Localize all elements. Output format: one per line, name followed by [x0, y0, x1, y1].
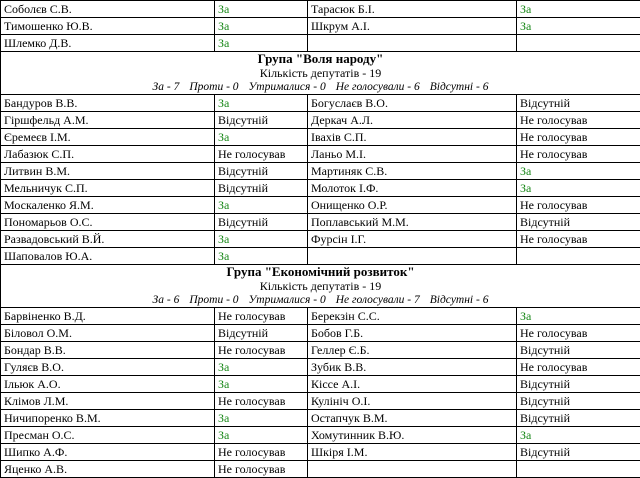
vote-cell: Не голосував: [517, 359, 640, 376]
table-row: [1, 308, 640, 325]
table-row: [1, 1, 640, 18]
deputy-name-cell: Ільюк А.О.: [1, 376, 215, 393]
deputy-name-cell: [308, 248, 517, 265]
group-stats-row: [1, 293, 640, 308]
deputy-name-cell: Ничипоренко В.М.: [1, 410, 215, 427]
deputy-name-cell: Мельничук С.П.: [1, 180, 215, 197]
table-row: [1, 410, 640, 427]
deputy-count: Кількість депутатів - 19: [1, 279, 640, 293]
deputy-name-cell: Тарасюк Б.І.: [308, 1, 517, 18]
deputy-name-cell: Пономарьов О.С.: [1, 214, 215, 231]
deputy-name-cell: Геллер Є.Б.: [308, 342, 517, 359]
vote-cell: Відсутній: [517, 393, 640, 410]
deputy-name-cell: Ланьо М.І.: [308, 146, 517, 163]
table-row: [1, 427, 640, 444]
deputy-name-cell: Шаповалов Ю.А.: [1, 248, 215, 265]
deputy-name-cell: Бондар В.В.: [1, 342, 215, 359]
vote-cell: Відсутній: [517, 376, 640, 393]
vote-cell: Не голосував: [215, 393, 308, 410]
vote-cell: Не голосував: [215, 146, 308, 163]
deputy-name-cell: Остапчук В.М.: [308, 410, 517, 427]
vote-summary-item: Проти - 0: [189, 81, 238, 93]
deputy-name-cell: Деркач А.Л.: [308, 112, 517, 129]
vote-summary-item: Проти - 0: [189, 294, 238, 306]
deputy-name-cell: Шлемко Д.В.: [1, 35, 215, 52]
deputy-name-cell: Барвіненко В.Д.: [1, 308, 215, 325]
vote-cell: За: [215, 410, 308, 427]
vote-cell: За: [517, 1, 640, 18]
group-header-row: [1, 66, 640, 80]
deputy-name-cell: Бобов Г.Б.: [308, 325, 517, 342]
vote-cell: Відсутній: [517, 342, 640, 359]
vote-cell: Не голосував: [215, 444, 308, 461]
vote-cell: За: [215, 376, 308, 393]
deputy-name-cell: Фурсін І.Г.: [308, 231, 517, 248]
deputy-name-cell: Богуслаєв В.О.: [308, 95, 517, 112]
vote-cell: За: [215, 95, 308, 112]
deputy-name-cell: Гуляєв В.О.: [1, 359, 215, 376]
deputy-name-cell: Тимошенко Ю.В.: [1, 18, 215, 35]
vote-cell: Не голосував: [517, 112, 640, 129]
table-row: [1, 163, 640, 180]
vote-cell: Відсутній: [517, 444, 640, 461]
deputy-name-cell: Поплавський М.М.: [308, 214, 517, 231]
table-row: [1, 214, 640, 231]
table-row: [1, 325, 640, 342]
vote-cell: Не голосував: [517, 231, 640, 248]
group-header-row: [1, 52, 640, 67]
deputy-name-cell: Соболєв С.В.: [1, 1, 215, 18]
deputy-name-cell: Пресман О.С.: [1, 427, 215, 444]
deputy-name-cell: Яценко А.В.: [1, 461, 215, 478]
group-stats-row: [1, 80, 640, 95]
deputy-name-cell: Развадовський В.Й.: [1, 231, 215, 248]
vote-cell: Не голосував: [517, 129, 640, 146]
deputy-name-cell: Лабазюк С.П.: [1, 146, 215, 163]
vote-summary-item: Утрималися - 0: [249, 81, 326, 93]
vote-summary-item: Утрималися - 0: [249, 294, 326, 306]
vote-summary: [1, 293, 640, 308]
table-row: [1, 248, 640, 265]
vote-summary: [1, 80, 640, 95]
deputy-name-cell: Гіршфельд А.М.: [1, 112, 215, 129]
deputy-name-cell: Зубик В.В.: [308, 359, 517, 376]
table-row: [1, 146, 640, 163]
vote-summary-item: Не голосували - 7: [336, 294, 420, 306]
table-row: [1, 180, 640, 197]
deputy-name-cell: Москаленко Я.М.: [1, 197, 215, 214]
vote-cell: Відсутній: [517, 95, 640, 112]
vote-cell: Відсутній: [517, 410, 640, 427]
group-header-row: [1, 265, 640, 280]
vote-cell: За: [215, 35, 308, 52]
table-row: [1, 342, 640, 359]
vote-cell: За: [517, 308, 640, 325]
vote-cell: За: [517, 427, 640, 444]
vote-cell: Відсутній: [215, 112, 308, 129]
vote-cell: За: [215, 427, 308, 444]
deputy-name-cell: Біловол О.М.: [1, 325, 215, 342]
vote-cell: Не голосував: [215, 461, 308, 478]
vote-cell: Відсутній: [215, 180, 308, 197]
deputy-name-cell: Шипко А.Ф.: [1, 444, 215, 461]
vote-summary-item: Відсутні - 6: [430, 81, 489, 93]
vote-cell: Відсутній: [215, 214, 308, 231]
deputy-name-cell: Бандуров В.В.: [1, 95, 215, 112]
vote-summary-item: Відсутні - 6: [430, 294, 489, 306]
group-title: Група "Економічний розвиток": [1, 265, 640, 280]
table-row: [1, 444, 640, 461]
group-header-row: [1, 279, 640, 293]
table-row: [1, 197, 640, 214]
vote-summary-item: За - 7: [153, 81, 180, 93]
deputy-name-cell: Кулініч О.І.: [308, 393, 517, 410]
vote-summary-item: Не голосували - 6: [336, 81, 420, 93]
deputy-name-cell: Івахів С.П.: [308, 129, 517, 146]
vote-cell: Не голосував: [517, 325, 640, 342]
vote-cell: Відсутній: [215, 163, 308, 180]
deputy-name-cell: Хомутинник В.Ю.: [308, 427, 517, 444]
vote-cell: За: [215, 231, 308, 248]
table-row: [1, 35, 640, 52]
deputy-name-cell: Шкрум А.І.: [308, 18, 517, 35]
vote-results-body: [1, 1, 640, 478]
table-row: [1, 18, 640, 35]
vote-cell: За: [215, 248, 308, 265]
deputy-name-cell: Кіссе А.І.: [308, 376, 517, 393]
vote-cell: [517, 461, 640, 478]
table-row: [1, 95, 640, 112]
vote-cell: За: [215, 1, 308, 18]
deputy-name-cell: Молоток І.Ф.: [308, 180, 517, 197]
vote-cell: За: [215, 129, 308, 146]
deputy-name-cell: [308, 461, 517, 478]
table-row: [1, 393, 640, 410]
vote-cell: Відсутній: [517, 214, 640, 231]
table-row: [1, 376, 640, 393]
table-row: [1, 461, 640, 478]
vote-cell: За: [517, 180, 640, 197]
vote-cell: За: [517, 18, 640, 35]
deputy-count: Кількість депутатів - 19: [1, 66, 640, 80]
vote-cell: За: [215, 18, 308, 35]
deputy-name-cell: Берекзін С.С.: [308, 308, 517, 325]
vote-cell: За: [215, 359, 308, 376]
vote-summary-item: За - 6: [153, 294, 180, 306]
deputy-name-cell: Шкіря І.М.: [308, 444, 517, 461]
vote-cell: За: [215, 197, 308, 214]
vote-cell: Не голосував: [215, 342, 308, 359]
table-row: [1, 129, 640, 146]
table-row: [1, 112, 640, 129]
deputy-name-cell: Литвин В.М.: [1, 163, 215, 180]
vote-cell: Не голосував: [517, 146, 640, 163]
deputy-name-cell: [308, 35, 517, 52]
deputy-name-cell: Клімов Л.М.: [1, 393, 215, 410]
vote-cell: [517, 35, 640, 52]
deputy-name-cell: Єремеєв І.М.: [1, 129, 215, 146]
vote-cell: [517, 248, 640, 265]
vote-cell: Не голосував: [215, 308, 308, 325]
vote-cell: За: [517, 163, 640, 180]
table-row: [1, 359, 640, 376]
table-row: [1, 231, 640, 248]
vote-cell: Не голосував: [517, 197, 640, 214]
deputy-name-cell: Онищенко О.Р.: [308, 197, 517, 214]
deputy-name-cell: Мартиняк С.В.: [308, 163, 517, 180]
group-title: Група "Воля народу": [1, 52, 640, 67]
vote-cell: Відсутній: [215, 325, 308, 342]
